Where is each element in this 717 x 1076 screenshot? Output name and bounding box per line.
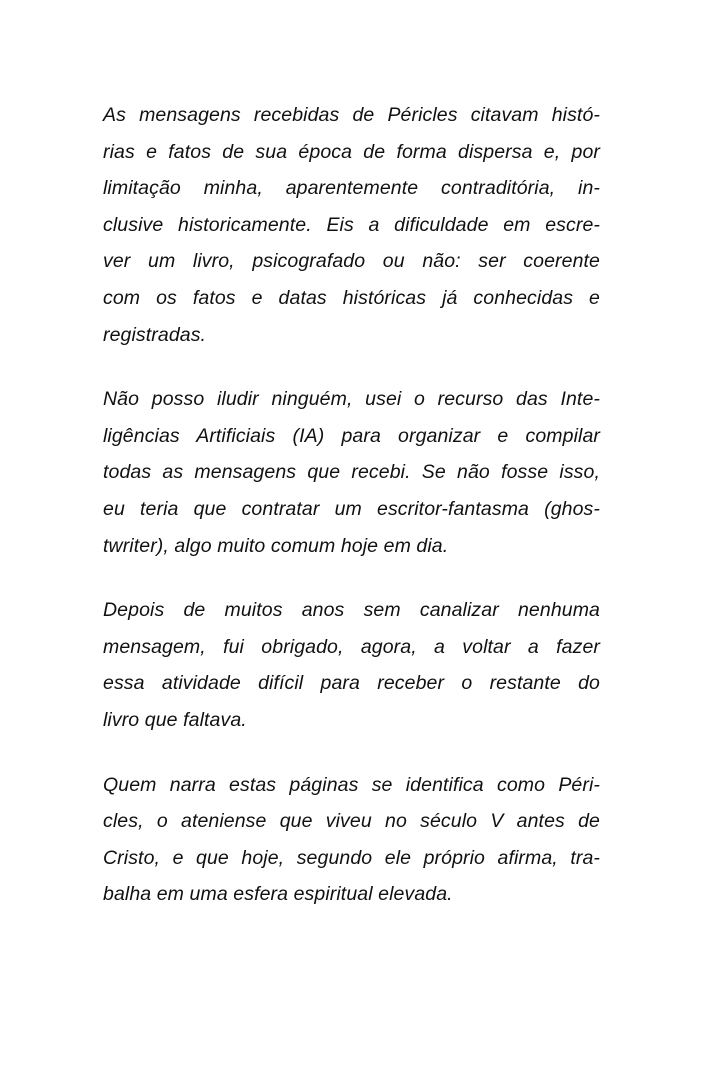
text-line: As mensagens recebidas de Péricles citavam histó- <box>103 104 600 126</box>
text-line: Depois de muitos anos sem canalizar nenhuma <box>103 599 600 622</box>
text-line: limitação minha, aparentemente contraditória, in- <box>103 177 600 200</box>
text-line: livro que faltava. <box>103 708 247 731</box>
text-line: Não posso iludir ninguém, usei o recurso das Inte- <box>103 388 600 411</box>
text-line: com os fatos e datas históricas já conhecidas e <box>103 286 600 309</box>
text-line: ver um livro, psicografado ou não: ser coerente <box>103 250 600 273</box>
text-line: balha em uma esfera espiritual elevada. <box>103 883 453 906</box>
paragraph-1 <box>103 97 600 353</box>
text-line: cles, o ateniense que viveu no século V antes de <box>103 810 600 833</box>
text-line: todas as mensagens que recebi. Se não fosse isso, <box>103 461 600 484</box>
text-line: Cristo, e que hoje, segundo ele próprio afirma, tra- <box>103 846 600 869</box>
paragraph-2 <box>103 381 600 564</box>
text-line: mensagem, fui obrigado, agora, a voltar a fazer <box>103 635 600 658</box>
paragraph-4 <box>103 767 600 913</box>
body-text <box>103 97 600 941</box>
text-line: clusive historicamente. Eis a dificuldade em escre- <box>103 213 600 236</box>
text-line: Quem narra estas páginas se identifica como Péri- <box>103 773 600 796</box>
text-line: essa atividade difícil para receber o restante do <box>103 672 600 695</box>
text-line: ligências Artificiais (IA) para organizar e compilar <box>103 424 600 447</box>
text-line: rias e fatos de sua época de forma dispersa e, por <box>103 140 600 163</box>
text-line: eu teria que contratar um escritor-fantasma (ghos- <box>103 497 600 520</box>
text-line: registradas. <box>103 323 207 346</box>
text-line: twriter), algo muito comum hoje em dia. <box>103 534 449 557</box>
paragraph-3 <box>103 592 600 738</box>
